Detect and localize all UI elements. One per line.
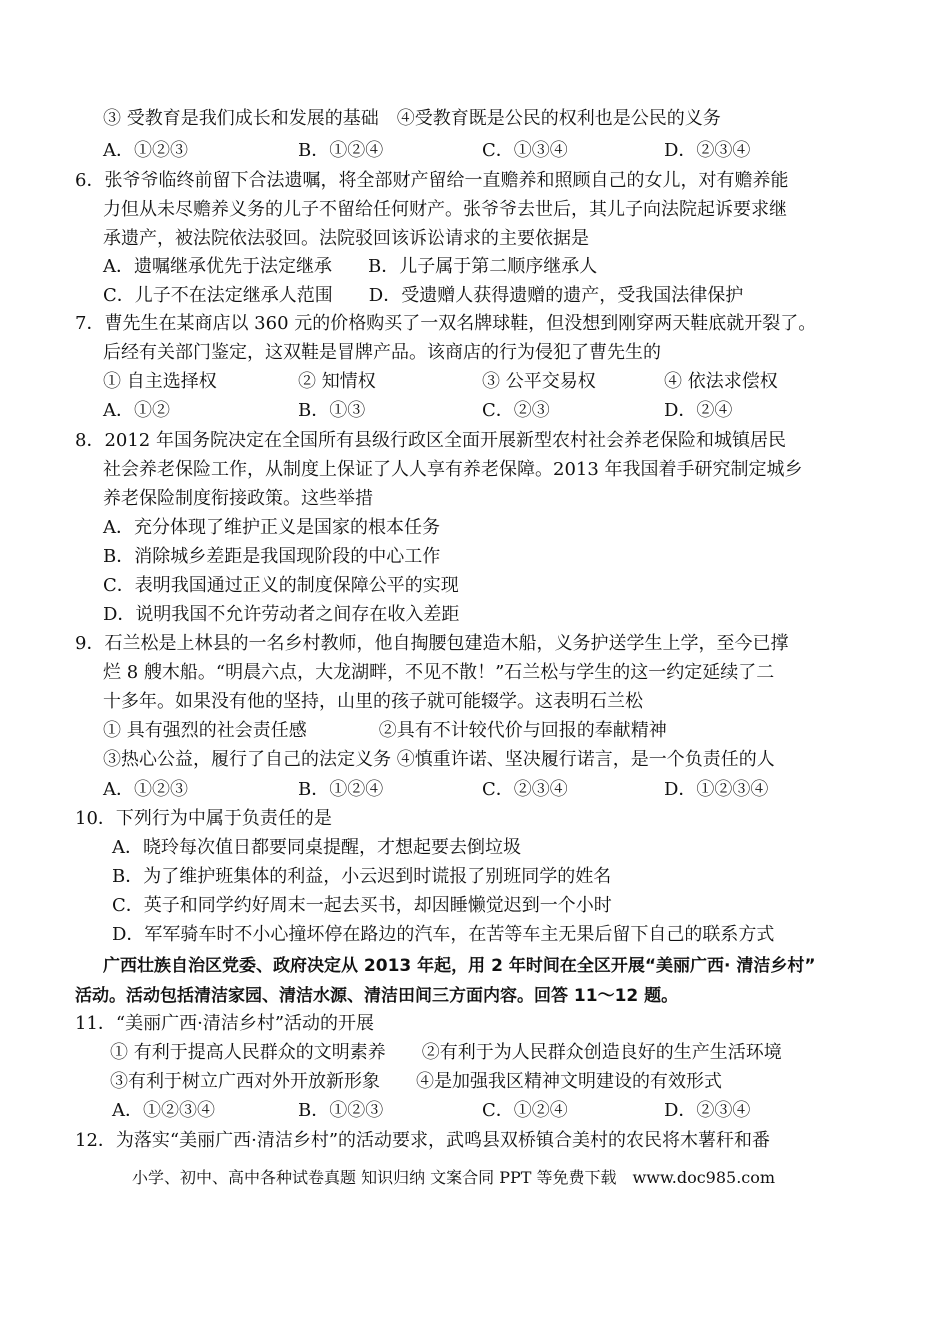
q7-option-d: D．②④: [664, 400, 733, 421]
q5-option-a: A．①②③: [103, 140, 188, 161]
q7-option-c: C．②③: [482, 400, 550, 421]
q9-option-d: D．①②③④: [664, 779, 769, 800]
q8-stem-line-1: 8．2012 年国务院决定在全国所有县级行政区全面开展新型农村社会养老保险和城镇居民: [75, 430, 786, 451]
q8-option-b: B．消除城乡差距是我国现阶段的中心工作: [103, 546, 441, 567]
q9-stem-line-3: 十多年。如果没有他的坚持，山里的孩子就可能辍学。这表明石兰松: [103, 691, 643, 712]
q11-option-c: C．①②④: [482, 1100, 568, 1121]
q11-option-b: B．①②③: [298, 1100, 384, 1121]
q11-option-a: A．①②③④: [112, 1100, 215, 1121]
q9-option-a: A．①②③: [103, 779, 188, 800]
q10-option-d: D．军军骑车时不小心撞坏停在路边的汽车，在苦等车主无果后留下自己的联系方式: [112, 924, 775, 945]
q7-item-4: ④ 依法求偿权: [664, 371, 778, 392]
q7-option-a: A．①②: [103, 400, 170, 421]
q6-options-cd: C．儿子不在法定继承人范围 D．受遗赠人获得遗赠的遗产，受我国法律保护: [103, 285, 744, 306]
q9-option-c: C．②③④: [482, 779, 568, 800]
q9-option-b: B．①②④: [298, 779, 384, 800]
q11-stem: 11．“美丽广西·清洁乡村”活动的开展: [75, 1013, 375, 1034]
q10-stem: 10．下列行为中属于负责任的是: [75, 808, 332, 829]
q5-statement-3-4: ③ 受教育是我们成长和发展的基础 ④受教育既是公民的权利也是公民的义务: [103, 108, 721, 129]
q7-stem-line-1: 7．曹先生在某商店以 360 元的价格购买了一双名牌球鞋，但没想到刚穿两天鞋底就开裂了。: [75, 313, 817, 334]
q5-option-c: C．①③④: [482, 140, 568, 161]
q9-items-1-2: ① 具有强烈的社会责任感 ②具有不计较代价与回报的奉献精神: [103, 720, 667, 741]
q8-option-d: D．说明我国不允许劳动者之间存在收入差距: [103, 604, 460, 625]
q10-option-b: B．为了维护班集体的利益，小云迟到时谎报了别班同学的姓名: [112, 866, 612, 887]
q8-stem-line-2: 社会养老保险工作，从制度上保证了人人享有养老保障。2013 年我国着手研究制定城乡: [103, 459, 803, 480]
q7-item-3: ③ 公平交易权: [482, 371, 596, 392]
q10-option-a: A．晓玲每次值日都要同桌提醒，才想起要去倒垃圾: [112, 837, 521, 858]
q11-option-d: D．②③④: [664, 1100, 751, 1121]
q6-stem-line-2: 力但从未尽赡养义务的儿子不留给任何财产。张爷爷去世后，其儿子向法院起诉要求继: [103, 199, 787, 220]
q7-stem-line-2: 后经有关部门鉴定，这双鞋是冒牌产品。该商店的行为侵犯了曹先生的: [103, 342, 661, 363]
q7-item-1: ① 自主选择权: [103, 371, 217, 392]
page-footer: 小学、初中、高中各种试卷真题 知识归纳 文案合同 PPT 等免费下载 www.doc985.com: [132, 1168, 776, 1187]
q11-items-1-2: ① 有利于提高人民群众的文明素养 ②有利于为人民群众创造良好的生产生活环境: [110, 1042, 782, 1063]
q11-items-3-4: ③有利于树立广西对外开放新形象 ④是加强我区精神文明建设的有效形式: [110, 1071, 722, 1092]
q6-stem-line-3: 承遗产，被法院依法驳回。法院驳回该诉讼请求的主要依据是: [103, 228, 589, 249]
q8-stem-line-3: 养老保险制度衔接政策。这些举措: [103, 488, 373, 509]
material-line-2: 活动。活动包括清洁家园、清洁水源、清洁田间三方面内容。回答 11～12 题。: [75, 986, 679, 1006]
q5-option-d: D．②③④: [664, 140, 751, 161]
material-line-1: 广西壮族自治区党委、政府决定从 2013 年起，用 2 年时间在全区开展“美丽广西· 清洁乡村”: [103, 956, 816, 976]
q5-option-b: B．①②④: [298, 140, 384, 161]
q10-option-c: C．英子和同学约好周末一起去买书，却因睡懒觉迟到一个小时: [112, 895, 612, 916]
q9-stem-line-2: 烂 8 艘木船。“明晨六点，大龙湖畔，不见不散！”石兰松与学生的这一约定延续了二: [103, 662, 775, 683]
q7-item-2: ② 知情权: [298, 371, 376, 392]
q9-items-3-4: ③热心公益，履行了自己的法定义务 ④慎重许诺、坚决履行诺言，是一个负责任的人: [103, 749, 775, 770]
q6-stem-line-1: 6．张爷爷临终前留下合法遗嘱，将全部财产留给一直赡养和照顾自己的女儿，对有赡养能: [75, 170, 789, 191]
q7-option-b: B．①③: [298, 400, 366, 421]
q12-stem: 12．为落实“美丽广西·清洁乡村”的活动要求，武鸣县双桥镇合美村的农民将木薯秆和番: [75, 1130, 771, 1151]
q9-stem-line-1: 9．石兰松是上林县的一名乡村教师，他自掏腰包建造木船，义务护送学生上学，至今已撑: [75, 633, 789, 654]
q6-options-ab: A．遗嘱继承优先于法定继承 B．儿子属于第二顺序继承人: [103, 256, 598, 277]
q8-option-a: A．充分体现了维护正义是国家的根本任务: [103, 517, 440, 538]
q8-option-c: C．表明我国通过正义的制度保障公平的实现: [103, 575, 459, 596]
